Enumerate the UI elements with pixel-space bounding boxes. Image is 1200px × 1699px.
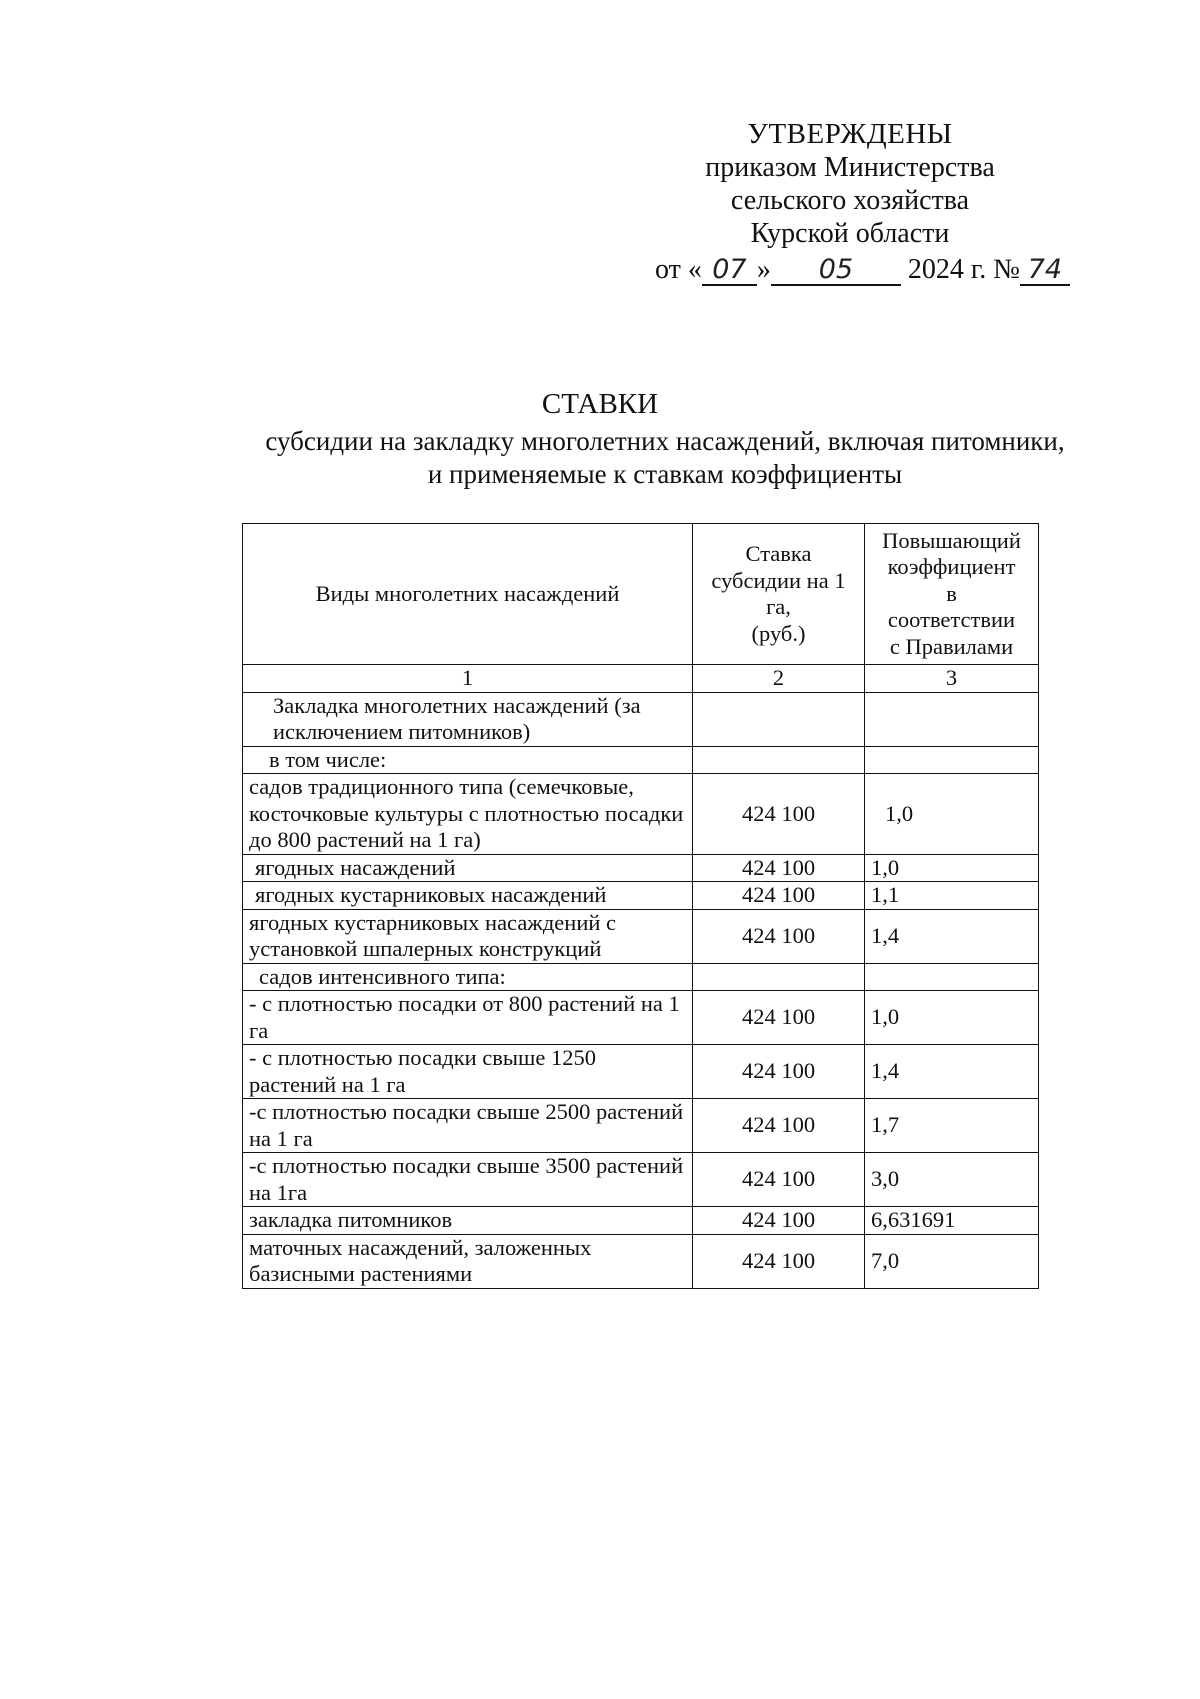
row-plant-type: ягодных насаждений — [243, 854, 693, 882]
table-header-row — [243, 524, 1039, 665]
table-row — [243, 854, 1039, 882]
row-rate: 424 100 — [693, 1153, 865, 1207]
subtitle-line-2: и применяемые к ставкам коэффициенты — [427, 459, 903, 489]
row-coefficient: 1,0 — [865, 991, 1039, 1045]
header-coef-line: Повышающий — [882, 527, 1021, 553]
order-number-handwritten: 74 — [1020, 256, 1070, 286]
row-coefficient: 1,0 — [865, 854, 1039, 882]
row-plant-type: садов традиционного типа (семечковые, косточковые культуры с плотностью посадки до 800 растений на 1 га) — [243, 774, 693, 855]
row-coefficient: 6,631691 — [865, 1207, 1039, 1235]
row-rate: 424 100 — [693, 991, 865, 1045]
row-rate — [693, 963, 865, 991]
document-title: СТАВКИ — [541, 388, 659, 420]
row-plant-type: -с плотностью посадки свыше 3500 растений на 1га — [243, 1153, 693, 1207]
row-rate: 424 100 — [693, 909, 865, 963]
row-coefficient: 1,0 — [865, 774, 1039, 855]
header-rate-line: га, — [766, 594, 791, 619]
header-plant-types: Виды многолетних насаждений — [243, 524, 693, 665]
table-row — [243, 909, 1039, 963]
row-rate: 424 100 — [693, 774, 865, 855]
row-rate — [693, 692, 865, 746]
row-coefficient — [865, 746, 1039, 774]
row-plant-type: - с плотностью посадки свыше 1250 растений на 1 га — [243, 1045, 693, 1099]
header-rate-line: Ставка — [745, 541, 812, 566]
row-rate: 424 100 — [693, 882, 865, 910]
row-plant-type: - с плотностью посадки от 800 растений на 1 га — [243, 991, 693, 1045]
row-coefficient: 1,4 — [865, 1045, 1039, 1099]
header-rate-line: субсидии на 1 — [711, 567, 846, 593]
column-number: 3 — [865, 665, 1039, 693]
row-rate: 424 100 — [693, 1234, 865, 1288]
row-rate: 424 100 — [693, 1099, 865, 1153]
row-rate — [693, 746, 865, 774]
subtitle-line-1: субсидии на закладку многолетних насаждений, включая питомники, — [265, 426, 1065, 456]
header-coef-line: с Правилами — [889, 633, 1014, 659]
header-rate — [693, 524, 865, 665]
row-plant-type: -с плотностью посадки свыше 2500 растений на 1 га — [243, 1099, 693, 1153]
date-month-handwritten: 05 — [771, 256, 901, 286]
row-plant-type: маточных насаждений, заложенных базисными растениями — [243, 1234, 693, 1288]
header-rate-line: (руб.) — [751, 620, 806, 646]
column-number: 1 — [243, 665, 693, 693]
approval-line-2: сельского хозяйства — [730, 185, 970, 216]
date-mid: » — [756, 254, 771, 285]
document-subtitle — [225, 425, 1105, 491]
row-plant-type: ягодных кустарниковых насаждений — [243, 882, 693, 910]
approval-title: УТВЕРЖДЕНЫ — [747, 118, 953, 150]
row-coefficient: 7,0 — [865, 1234, 1039, 1288]
row-rate: 424 100 — [693, 1207, 865, 1235]
header-coefficient — [865, 524, 1039, 665]
row-coefficient: 1,1 — [865, 882, 1039, 910]
approval-line-3: Курской области — [750, 218, 950, 249]
column-number-row — [243, 665, 1039, 693]
row-plant-type: ягодных кустарниковых насаждений с установкой шпалерных конструкций — [243, 909, 693, 963]
table-row — [243, 1234, 1039, 1288]
table-row — [243, 692, 1039, 746]
date-year: 2024 г. № — [907, 254, 1020, 285]
header-coef-line: соответствии — [887, 607, 1016, 633]
row-coefficient — [865, 963, 1039, 991]
table-row — [243, 774, 1039, 855]
table-row — [243, 882, 1039, 910]
row-coefficient: 3,0 — [865, 1153, 1039, 1207]
date-prefix: от « — [655, 254, 702, 285]
table-row — [243, 1099, 1039, 1153]
table-row — [243, 991, 1039, 1045]
row-plant-type: Закладка многолетних насаждений (за исключением питомников) — [243, 692, 693, 746]
table-row — [243, 746, 1039, 774]
row-coefficient: 1,4 — [865, 909, 1039, 963]
table-row — [243, 1153, 1039, 1207]
approval-line-1: приказом Министерства — [705, 152, 995, 183]
row-rate: 424 100 — [693, 854, 865, 882]
header-coef-line: в — [946, 580, 957, 606]
date-day-handwritten: 07 — [702, 256, 757, 286]
row-coefficient: 1,7 — [865, 1099, 1039, 1153]
header-coef-line: коэффициент — [887, 554, 1016, 580]
row-coefficient — [865, 692, 1039, 746]
approval-block — [620, 118, 1080, 250]
row-plant-type: садов интенсивного типа: — [243, 963, 693, 991]
table-row — [243, 1207, 1039, 1235]
rates-table — [242, 523, 1039, 1289]
row-plant-type: в том числе: — [243, 746, 693, 774]
column-number: 2 — [693, 665, 865, 693]
row-rate: 424 100 — [693, 1045, 865, 1099]
order-date-line — [655, 253, 1070, 286]
table-row — [243, 963, 1039, 991]
table-row — [243, 1045, 1039, 1099]
row-plant-type: закладка питомников — [243, 1207, 693, 1235]
